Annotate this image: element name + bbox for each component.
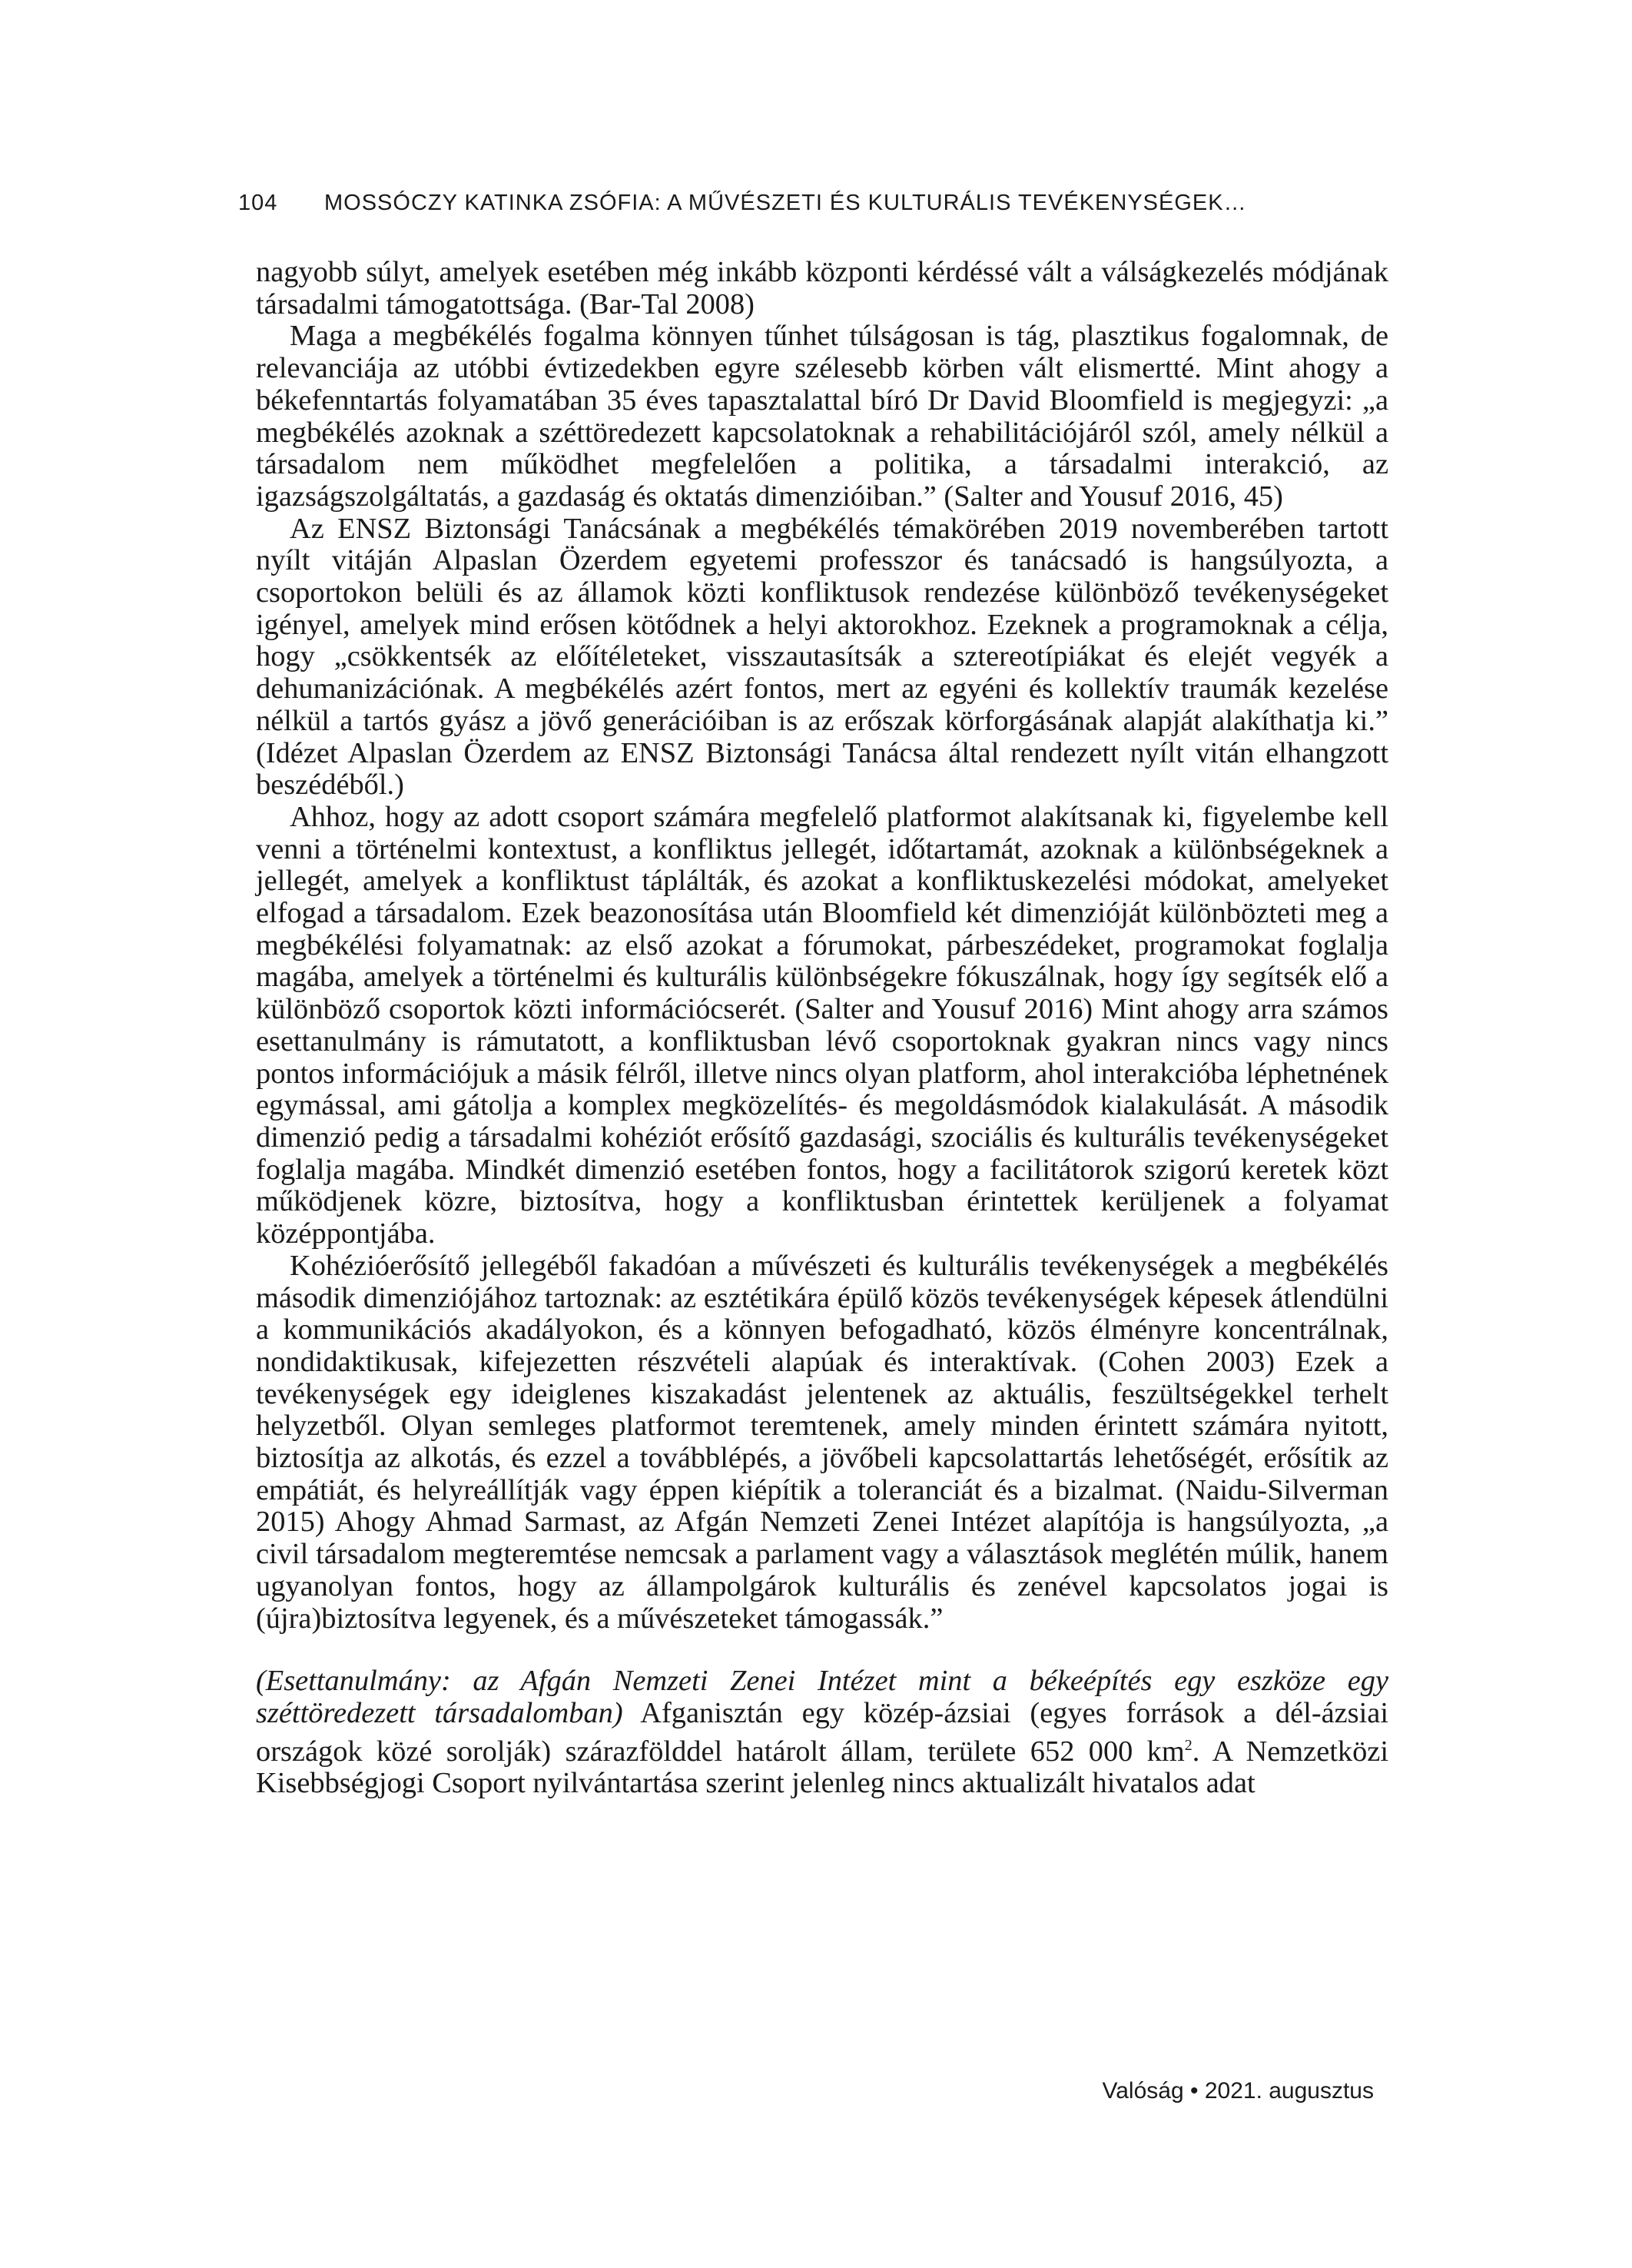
paragraph-2: Maga a megbékélés fogalma könnyen tűnhet túlságosan is tág, plasztikus fogalomnak, de relevanciája az utóbbi évtizedekben egyre szélesebb körben vált elismertté. Mint ahogy a békefenntartás folyamatában 35 éves tapasztalattal bíró Dr David Bloomfield is megjegyzi: „a megbékélés azoknak a széttöredezett kapcsolatoknak a rehabilitációjáról szól, amely nélkül a társadalom nem működhet megfelelően a politika, a társadalmi interakció, az igazságszolgáltatás, a gazdaság és oktatás dimenzióiban.” (Salter and Yousuf 2016, 45) [256, 320, 1388, 513]
running-title: MOSSÓCZY KATINKA ZSÓFIA: A MŰVÉSZETI ÉS KULTURÁLIS TEVÉKENYSÉGEK… [324, 191, 1247, 215]
case-study-text-continued: . A Nemzetközi Kisebbségjogi Csoport nyilvántartása szerint jelenleg nincs aktualizált hivatalos adat [256, 1735, 1389, 1800]
case-study-text: Afganisztán egy közép-ázsiai (egyes források a dél-ázsiai országok közé sorolják) szárazfölddel határolt állam, területe 652 000 km [256, 1696, 1388, 1768]
running-header [238, 191, 1387, 216]
paragraph-1: nagyobb súlyt, amelyek esetében még inkább központi kérdéssé vált a válságkezelés módjának társadalmi támogatottsága. (Bar-Tal 2008) [256, 256, 1388, 320]
page-number: 104 [238, 191, 278, 215]
case-study-paragraph [256, 1665, 1388, 1800]
page-footer: Valóság • 2021. augusztus [1102, 2078, 1374, 2104]
paragraph-5: Kohézióerősítő jellegéből fakadóan a művészeti és kulturális tevékenységek a megbékélés második dimenziójához tartoznak: az esztétikára épülő közös tevékenységek képesek átlendülni a kommunikációs akadályokon, és a könnyen befogadható, közös élményre koncentrálnak, nondidaktikusak, kifejezetten részvételi alapúak és interaktívak. (Cohen 2003) Ezek a tevékenységek egy ideiglenes kiszakadást jelentenek az aktuális, feszültségekkel terhelt helyzetből. Olyan semleges platformot teremtenek, amely minden érintett számára nyitott, biztosítja az alkotás, és ezzel a továbblépés, a jövőbeli kapcsolattartás lehetőségét, erősítik az empátiát, és helyreállítják vagy éppen kiépítik a toleranciát és a bizalmat. (Naidu-Silverman 2015) Ahogy Ahmad Sarmast, az Afgán Nemzeti Zenei Intézet alapítója is hangsúlyozta, „a civil társadalom megteremtése nemcsak a parlament vagy a választások meglétén múlik, hanem ugyanolyan fontos, hogy az állampolgárok kulturális és zenével kapcsolatos jogai is (újra)biztosítva legyenek, és a művészeteket támogassák.” [256, 1249, 1388, 1635]
case-study-title: (Esettanulmány: az Afgán Nemzeti Zenei Intézet mint a békeépítés egy eszköze egy széttöredezett társadalomban) [256, 1665, 1388, 1729]
paragraph-3: Az ENSZ Biztonsági Tanácsának a megbékélés témakörében 2019 novemberében tartott nyílt vitáján Alpaslan Özerdem egyetemi professzor és tanácsadó is hangsúlyozta, a csoportokon belüli és az államok közti konfliktusok rendezése különböző tevékenységeket igényel, amelyek mind erősen kötődnek a helyi aktorokhoz. Ezeknek a programoknak a célja, hogy „csökkentsék az előítéleteket, visszautasítsák a sztereotípiákat és elejét vegyék a dehumanizációnak. A megbékélés azért fontos, mert az egyéni és kollektív traumák kezelése nélkül a tartós gyász a jövő generációiban is az erőszak körforgásának alapját alakíthatja ki.” (Idézet Alpaslan Özerdem az ENSZ Biztonsági Tanácsa által rendezett nyílt vitán elhangzott beszédéből.) [256, 512, 1388, 802]
article-body [256, 257, 1388, 1800]
paragraph-4: Ahhoz, hogy az adott csoport számára megfelelő platformot alakítsanak ki, figyelembe kell venni a történelmi kontextust, a konfliktus jellegét, időtartamát, azoknak a különbségeknek a jellegét, amelyek a konfliktust táplálták, és azokat a konfliktuskezelési módokat, amelyeket elfogad a társadalom. Ezek beazonosítása után Bloomfield két dimenzióját különbözteti meg a megbékélési folyamatnak: az első azokat a fórumokat, párbeszédeket, programokat foglalja magába, amelyek a történelmi és kulturális különbségekre fókuszálnak, hogy így segítsék elő a különböző csoportok közti információcserét. (Salter and Yousuf 2016) Mint ahogy arra számos esettanulmány is rámutatott, a konfliktusban lévő csoportoknak gyakran nincs vagy nincs pontos információjuk a másik félről, illetve nincs olyan platform, ahol interakcióba léphetnének egymással, ami gátolja a komplex megközelítés- és megoldásmódok kialakulását. A második dimenzió pedig a társadalmi kohéziót erősítő gazdasági, szociális és kulturális tevékenységeket foglalja magába. Mindkét dimenzió esetében fontos, hogy a facilitátorok szigorú keretek közt működjenek közre, biztosítva, hogy a konfliktusban érintettek kerüljenek a folyamat középpontjába. [256, 800, 1388, 1250]
superscript-2: 2 [1184, 1736, 1192, 1754]
